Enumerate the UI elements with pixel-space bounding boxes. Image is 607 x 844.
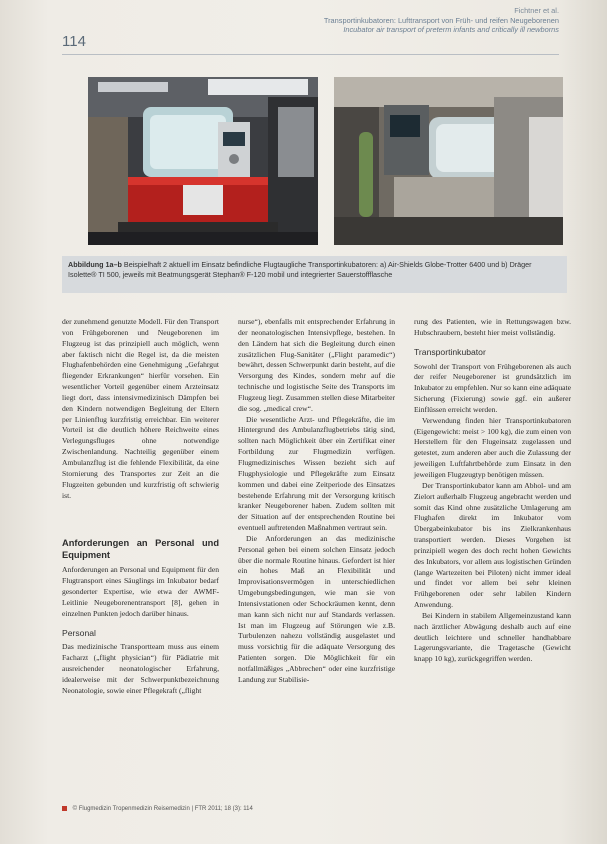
header-title-de: Transportinkubatoren: Lufttransport von Früh- und reifen Neugeborenen bbox=[323, 15, 559, 25]
running-header bbox=[259, 6, 559, 35]
text-column-2 bbox=[238, 317, 395, 686]
paragraph: Anforderungen an Personal und Equipment für den Flugtransport eines Säuglings im Inkubator bedarf gesonderter Expertise, wie etwa der AWMF-Leitlinie Neugeborenentransport [8], gehen in einzelnen Punkten jedoch darüber hinaus. bbox=[62, 565, 219, 618]
figure-photo-b bbox=[334, 77, 563, 245]
figure-caption bbox=[62, 256, 567, 293]
paragraph: Sowohl der Transport von Frühgeborenen als auch der reifer Neugeborener ist grundsätzlich im Inkubator zu empfehlen. Nur so kann eine adäquate Sicherung (Fixierung) sowie ggf. ein außerer Einflüssen erreicht werden. bbox=[414, 361, 571, 414]
paragraph: Verwendung finden hier Transportinkubatoren (Eigengewicht: meist > 100 kg), die zum einen von Herstellern für den Flugeinsatz zugelassen und getestet, zum anderen aber auch die Zulassung der jeweiligen Luftfahrtbehörde zum Einsatz in den jeweiligen Flugzeugtyp benötigen müssen. bbox=[414, 415, 571, 479]
paragraph: rung des Patienten, wie in Rettungswagen bzw. Hubschraubern, besteht hier meist vollständig. bbox=[414, 317, 571, 337]
paragraph: Die Anforderungen an das medizinische Personal gehen bei einem solchen Einsatz jedoch über die normale Routine hinaus. Gefordert ist hier ein hohes Maß an Flexibilität und Improvisationsvermögen in unterschiedlichen Umgebungsbedingungen, wie man sie von Intensivstationen oder Schockräumen kennt, denn man kann sich nicht nur auf Standards verlassen. Ist man im Flugzeug auf Störungen wie z.B. Turbulenzen nahezu vollständig ausgelastet und muss vorsichtig für die adäquate Versorgung des Patienten sorgen. Die Möglichkeit für ein notfallmäßiges „Abbrechen“ oder eine kurzfristige Landung zur Stabilisie- bbox=[238, 533, 395, 684]
page-footer bbox=[62, 806, 253, 812]
caption-label: Abbildung 1a–b bbox=[68, 260, 122, 269]
caption-text: Beispielhaft 2 aktuell im Einsatz befindliche Flugtaugliche Transportinkubatoren: a) Air-Shields Globe-Trotter 6400 und b) Dräger Isolette® TI 500, jeweils mit Beatmungsgerät Stephan® F-120 mobil und integrierter Sauerstoffflasche bbox=[68, 260, 532, 279]
paragraph: Die wesentliche Arzt- und Pflegekräfte, die im Hintergrund des Ambulanzflugbetriebs tätig sind, sollten nach Möglichkeit über ein Zertifikat einer Fortbildung zur Flugmedizin verfügen. Flugmedizinisches Wissen bezieht sich auf Flugphysiologie und Pflegekräfte zum Einsatz kommen und dabei eine Zeitperiode des Einsatzes bestehende Erfahrung mit der Versorgung kritisch kranker Neugeborener haben. Zudem sollten mit der Situation auf der entsprechenden Routine bei eventuell auftretenden Maßnahmen vertraut sein. bbox=[238, 414, 395, 533]
subsection-heading: Transportinkubator bbox=[414, 346, 486, 357]
paragraph: Der Transportinkubator kann am Abhol- und am Zielort außerhalb Flugzeug angebracht werden und somit das Kind ohne zusätzliche Umlagerung am Flughafen direkt im Inkubator vom Übergabeinkubator bis ins Zielkrankenhaus transportiert werden. Dieses Vorgehen ist prinzipiell wegen des doch recht hohen Gewichts des Inkubators, vor allem aus logistischen Gründen (lange Wartezeiten bei Piloten) nicht immer ideal und findet vor allem bei sehr kleinen Frühgeborenen oder sehr labilen Kindern Anwendung. bbox=[414, 480, 571, 610]
header-rule bbox=[62, 54, 559, 55]
paragraph: nurse“), ebenfalls mit entsprechender Erfahrung in der neonatologischen Intensivpflege, bestehen. In den Ländern hat sich die Begleitung durch einen zusätzlichen Flug-Sanitäter („Flight paramedic“) bewährt, dessen Schwerpunkt darin besteht, auf die Versorgung des Kindes, sondern mehr auf die technische und logistische Seite des Transports im Flugzeug liegt. Zusammen stellen diese Mitarbeiter die sog. „medical crew“. bbox=[238, 317, 395, 413]
header-title-en: Incubator air transport of preterm infants and critically ill newborns bbox=[343, 25, 559, 35]
paragraph: Bei Kindern in stabilem Allgemeinzustand kann nach ärztlicher Abwägung deshalb auch auf eine deutlich leichtere und schneller handhabbare Lagerungsvariante, die Tragetasche (Gewicht knapp 10 kg), zurückgegriffen werden. bbox=[414, 610, 571, 664]
paragraph: Das medizinische Transportteam muss aus einem Facharzt („flight physician“) für Pädiatrie mit ausreichender neonatologischer Erfahrung, idealerweise mit der Schwerpunktbezeichnung Neonatologie, sowie einer Pflegekraft („flight bbox=[62, 642, 219, 695]
footer-citation: © Flugmedizin Tropenmedizin Reisemedizin | FTR 2011; 18 (3): 114 bbox=[72, 806, 253, 813]
text-column-3 bbox=[414, 317, 571, 665]
footer-marker bbox=[62, 806, 67, 811]
subsection-heading: Personal bbox=[62, 627, 96, 638]
header-author: Fichtner et al. bbox=[514, 6, 559, 15]
paragraph: der zunehmend genutzte Modell. Für den Transport von Frühgeborenen und Neugeborenen im Flugzeug ist das prinzipiell auch möglich, wenn aber faktisch nicht die Regel ist, da die meisten Flughafenbehörden eine Genehmigung „Gefahrgut fliegender Erkrankungen“ hierfür vorsehen. Ein wesentlicher Vorteil gegenüber einem Arzteinsatz liegt dort, dass intensivmedizinisch Dämpfen bei den Kindern notwendigen Begleitung der Eltern per Linienflug kurzfristig erreichbar. Ein weiterer Vorteil ist die deutlich höhere Reichweite eines Verlegungsfluges ohne notwendige Zwischenlandung. Nachteilig gegenüber einem Ambulanzflug ist die fehlende Flexibilität, da eine Stornierung des Transportes zur Zeit an die Flugzeiten gebunden und kurzfristig oft schwierig ist. bbox=[62, 317, 219, 500]
spacer bbox=[62, 501, 219, 531]
section-heading: Anforderungen an Personal und Equipment bbox=[62, 538, 219, 561]
figure-photo-a bbox=[88, 77, 318, 245]
text-column-1 bbox=[62, 317, 219, 697]
page-number: 114 bbox=[62, 33, 86, 50]
